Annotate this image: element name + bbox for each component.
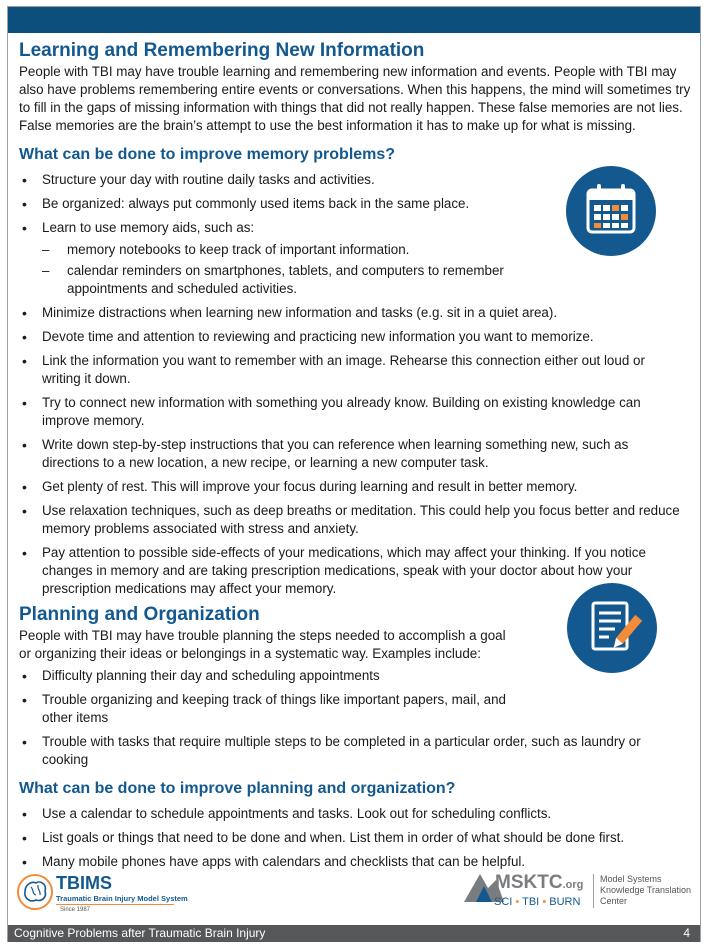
- list-item: • Minimize distractions when learning new information and tasks (e.g. sit in a quiet area).: [19, 304, 687, 322]
- msktc-systems: SCI • TBI • BURN: [494, 896, 581, 908]
- list-item: • Trouble with tasks that require multiple steps to be completed in a particular order, such as laundry or cooking: [19, 733, 687, 769]
- section-title-planning: Planning and Organization: [19, 604, 260, 625]
- planning-intro: People with TBI may have trouble planning the steps needed to accomplish a goal or organizing their ideas or belongings in a systematic way. Examples include:: [19, 628, 506, 661]
- list-item: • Be organized: always put commonly used items back in the same place.: [19, 195, 559, 213]
- msktc-logo: [462, 866, 692, 915]
- tbims-logo: [16, 873, 216, 922]
- list-item: • List goals or things that need to be done and when. List them in order of what should be done first.: [19, 829, 687, 847]
- page-number: 4: [683, 926, 690, 940]
- list-item: • Many mobile phones have apps with calendars and checklists that can be helpful.: [19, 853, 687, 871]
- planning-examples-list: [19, 667, 687, 769]
- list-item: • Trouble organizing and keeping track of things like important papers, mail, and other items: [19, 691, 532, 727]
- planning-tips-list: [19, 805, 687, 871]
- list-item: • Write down step-by-step instructions that you can reference when learning something new, such as directions to a new location, a new recipe, or learning a new computer task.: [19, 436, 687, 472]
- memory-tips-list: [19, 171, 559, 298]
- checklist-pencil-icon: [567, 583, 657, 673]
- list-item: • Devote time and attention to reviewing and practicing new information you want to memorize.: [19, 328, 687, 346]
- memory-aids-sublist: [42, 241, 559, 298]
- memory-tips-list-continued: [19, 304, 687, 598]
- list-item: • Get plenty of rest. This will improve your focus during learning and result in better memory.: [19, 478, 687, 496]
- calendar-icon: [566, 166, 656, 256]
- tbims-name: TBIMS: [56, 873, 112, 893]
- list-item: • Use relaxation techniques, such as deep breaths or meditation. This could help you focus better and reduce memory problems associated with stress and anxiety.: [19, 502, 687, 538]
- list-item: • Structure your day with routine daily tasks and activities.: [19, 171, 559, 189]
- msktc-name: MSKTC.org: [495, 872, 584, 893]
- footer-title: Cognitive Problems after Traumatic Brain Injury: [14, 926, 266, 940]
- tbims-since: Since 1987: [60, 907, 91, 913]
- list-item: • Link the information you want to remember with an image. Rehearse this connection either out loud or writing it down.: [19, 352, 687, 388]
- list-item: • Use a calendar to schedule appointments and tasks. Look out for scheduling conflicts.: [19, 805, 687, 823]
- sub-list-item: – calendar reminders on smartphones, tablets, and computers to remember appointments and scheduled activities.: [42, 262, 507, 298]
- tbims-tagline: Traumatic Brain Injury Model System: [56, 894, 188, 903]
- top-banner: [8, 7, 700, 33]
- list-item: • Difficulty planning their day and scheduling appointments: [19, 667, 687, 685]
- list-item: • Pay attention to possible side-effects of your medications, which may affect your thinking. If you notice changes in memory and are taking prescription medications, speak with your doctor about how your prescription medications may affect your memory.: [19, 544, 687, 598]
- section-title-learning: Learning and Remembering New Information: [19, 40, 425, 61]
- msktc-description: Model Systems Knowledge Translation Center: [600, 874, 692, 906]
- planning-subheading: What can be done to improve planning and organization?: [19, 780, 456, 797]
- footer-bar: [8, 925, 700, 942]
- list-item: • Try to connect new information with something you already know. Building on existing knowledge can improve memory.: [19, 394, 687, 430]
- memory-subheading: What can be done to improve memory problems?: [19, 146, 396, 163]
- sub-list-item: – memory notebooks to keep track of important information.: [42, 241, 559, 259]
- learning-intro: People with TBI may have trouble learning and remembering new information and events. People with TBI may also have problems remembering entire events or conversations. When this happens, the mind will sometimes try to fill in the gaps of missing information with things that did not really happen. These false memories are not lies. False memories are the brain’s attempt to use the best information it has to make up for what is missing.: [19, 64, 691, 133]
- list-item: • Learn to use memory aids, such as: – memory notebooks to keep track of important information. – calendar reminders on smartphones, tablets, and computers to remember appointments and scheduled activities.: [19, 219, 559, 298]
